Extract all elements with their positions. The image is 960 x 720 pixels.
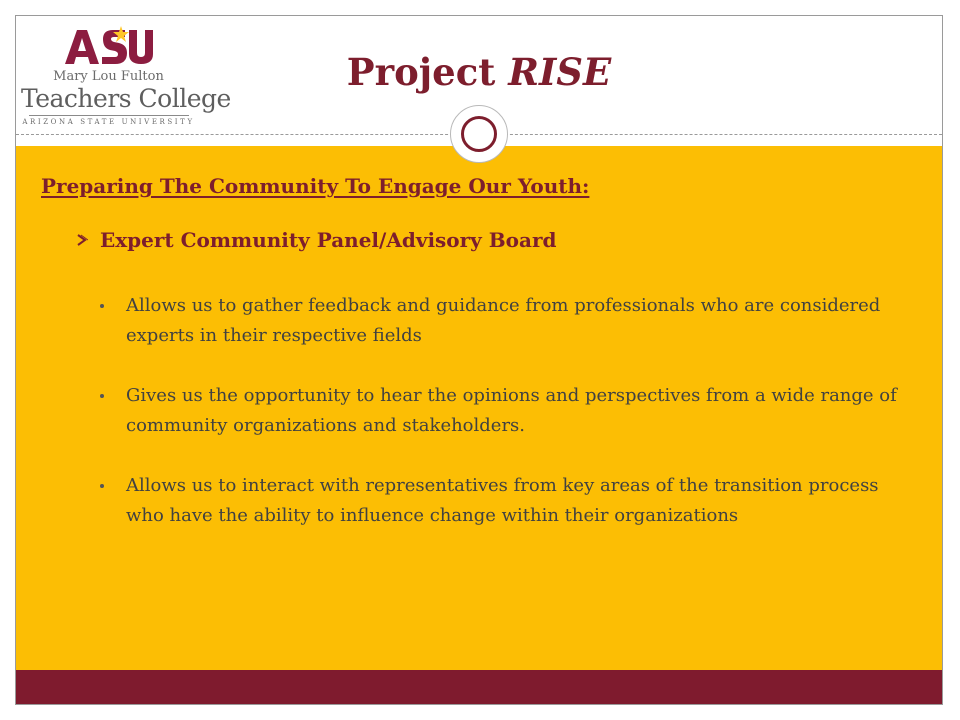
arrow-right-icon — [76, 234, 88, 246]
bullet-item — [100, 291, 910, 351]
footer-band — [16, 670, 942, 705]
bullet-list — [100, 291, 910, 561]
bullet-text: Allows us to interact with representatives from key areas of the transition process who have the ability to influence change within their organizations — [126, 475, 879, 526]
slide-title-main: Project — [346, 50, 509, 94]
section-subtitle: Preparing The Community To Engage Our Youth: — [41, 174, 590, 198]
bullet-item — [100, 471, 910, 531]
bullet-item — [100, 381, 910, 441]
level1-text: Expert Community Panel/Advisory Board — [100, 228, 557, 252]
ring-ornament-icon — [450, 105, 508, 163]
logo-line-2: Teachers College — [21, 84, 231, 113]
bullet-dot-icon — [100, 394, 104, 398]
bullet-dot-icon — [100, 304, 104, 308]
bullet-text: Gives us the opportunity to hear the opinions and perspectives from a wide range of community organizations and stakeholders. — [126, 385, 897, 436]
slide — [15, 15, 943, 705]
ring-inner — [461, 116, 497, 152]
bullet-text: Allows us to gather feedback and guidance from professionals who are considered experts in their respective fields — [126, 295, 881, 346]
logo-line-3: ARIZONA STATE UNIVERSITY — [22, 118, 195, 126]
logo-line-1: Mary Lou Fulton — [53, 69, 164, 84]
slide-title-emphasis: RISE — [508, 50, 612, 94]
logo-rule — [29, 115, 189, 116]
level1-item — [76, 228, 557, 252]
bullet-dot-icon — [100, 484, 104, 488]
slide-title — [16, 50, 942, 94]
